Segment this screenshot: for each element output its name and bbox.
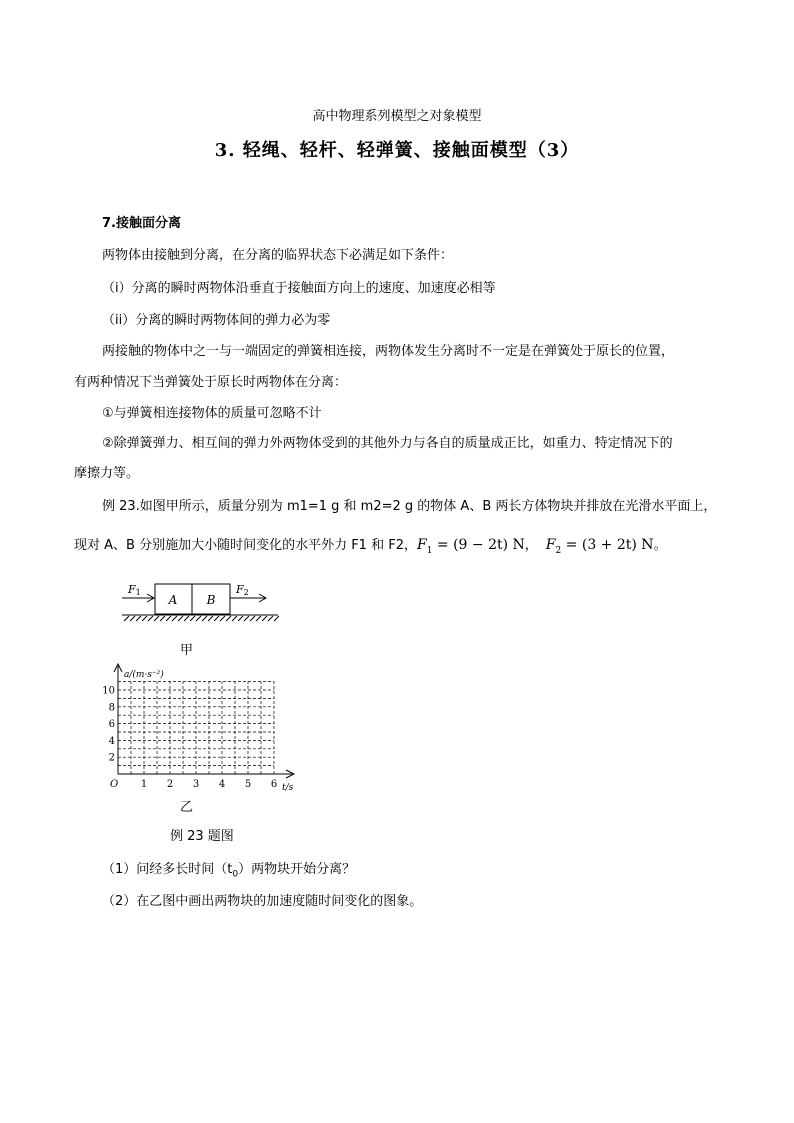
- paragraph-line: 摩擦力等。: [74, 466, 140, 481]
- paragraph-line: 两物体由接触到分离，在分离的临界状态下必满足如下条件：: [102, 248, 454, 263]
- x-tick-label: 2: [166, 779, 174, 790]
- formula-f1: $F_1 = (9 - 2t)$ N: [416, 537, 525, 556]
- figure-jia-blocks: [110, 578, 290, 628]
- y-tick-label: 2: [108, 752, 115, 764]
- y-tick-label: 6: [108, 719, 115, 731]
- x-tick-label: 5: [244, 779, 252, 790]
- paragraph-line: ②除弹簧弹力、相互间的弹力外两物体受到的其他外力与各自的质量成正比，如重力、特定情况下的: [102, 436, 673, 451]
- y-axis-label: a/(m·s⁻²): [124, 670, 164, 680]
- x-tick-label: 1: [140, 779, 148, 790]
- paragraph-line: （i）分离的瞬时两物体沿垂直于接触面方向上的速度、加速度必相等: [102, 281, 496, 296]
- y-tick-label: 10: [102, 685, 115, 697]
- force-f2-label: F2: [236, 583, 249, 597]
- y-tick-label: 4: [108, 735, 115, 747]
- series-title: 高中物理系列模型之对象模型: [312, 109, 482, 124]
- figure-caption: 例 23 题图: [170, 829, 234, 844]
- caption-jia: 甲: [180, 643, 194, 658]
- example-line: 例 23.如图甲所示，质量分别为 m1=1 g 和 m2=2 g 的物体 A、B 两长方体物块并排放在光滑水平面上，: [102, 499, 717, 514]
- example-text: 现对 A、B 分别施加大小随时间变化的水平外力 F1 和 F2，: [74, 538, 417, 553]
- origin-label: O: [110, 779, 119, 790]
- force-f1-label: F1: [128, 583, 141, 597]
- paragraph-line: 两接触的物体中之一与一端固定的弹簧相连接，两物体发生分离时不一定是在弹簧处于原长的位置，: [102, 344, 675, 359]
- block-a-label: A: [168, 593, 178, 607]
- x-axis-label: t/s: [282, 783, 294, 793]
- y-tick-label: 8: [108, 702, 115, 714]
- chart-grid: [118, 682, 274, 774]
- caption-yi: 乙: [180, 800, 194, 815]
- question-2: （2）在乙图中画出两物块的加速度随时间变化的图象。: [102, 894, 423, 909]
- section-heading: 7.接触面分离: [102, 216, 181, 231]
- formula-f2: $F_2 = (3 + 2t)$ N: [545, 537, 654, 556]
- paragraph-line: ①与弹簧相连接物体的质量可忽略不计: [102, 406, 322, 421]
- example-line-2: [74, 537, 667, 559]
- paragraph-line: （ii）分离的瞬时两物体间的弹力必为零: [102, 313, 331, 328]
- paragraph-line: 有两种情况下当弹簧处于原长时两物体在分离：: [74, 375, 348, 390]
- formula-separator: ，: [524, 538, 538, 553]
- page-title: 3. 轻绳、轻杆、轻弹簧、接触面模型（3）: [214, 140, 580, 161]
- ground-hatching: [124, 616, 279, 621]
- figure-yi-chart: [100, 660, 310, 795]
- formula-end: 。: [653, 538, 667, 553]
- block-b-label: B: [206, 593, 216, 607]
- question-1: （1）问经多长时间$(t_0)$两物块开始分离？: [102, 862, 356, 880]
- x-tick-label: 3: [192, 779, 200, 790]
- x-tick-label: 4: [218, 779, 226, 790]
- x-tick-label: 6: [270, 779, 278, 790]
